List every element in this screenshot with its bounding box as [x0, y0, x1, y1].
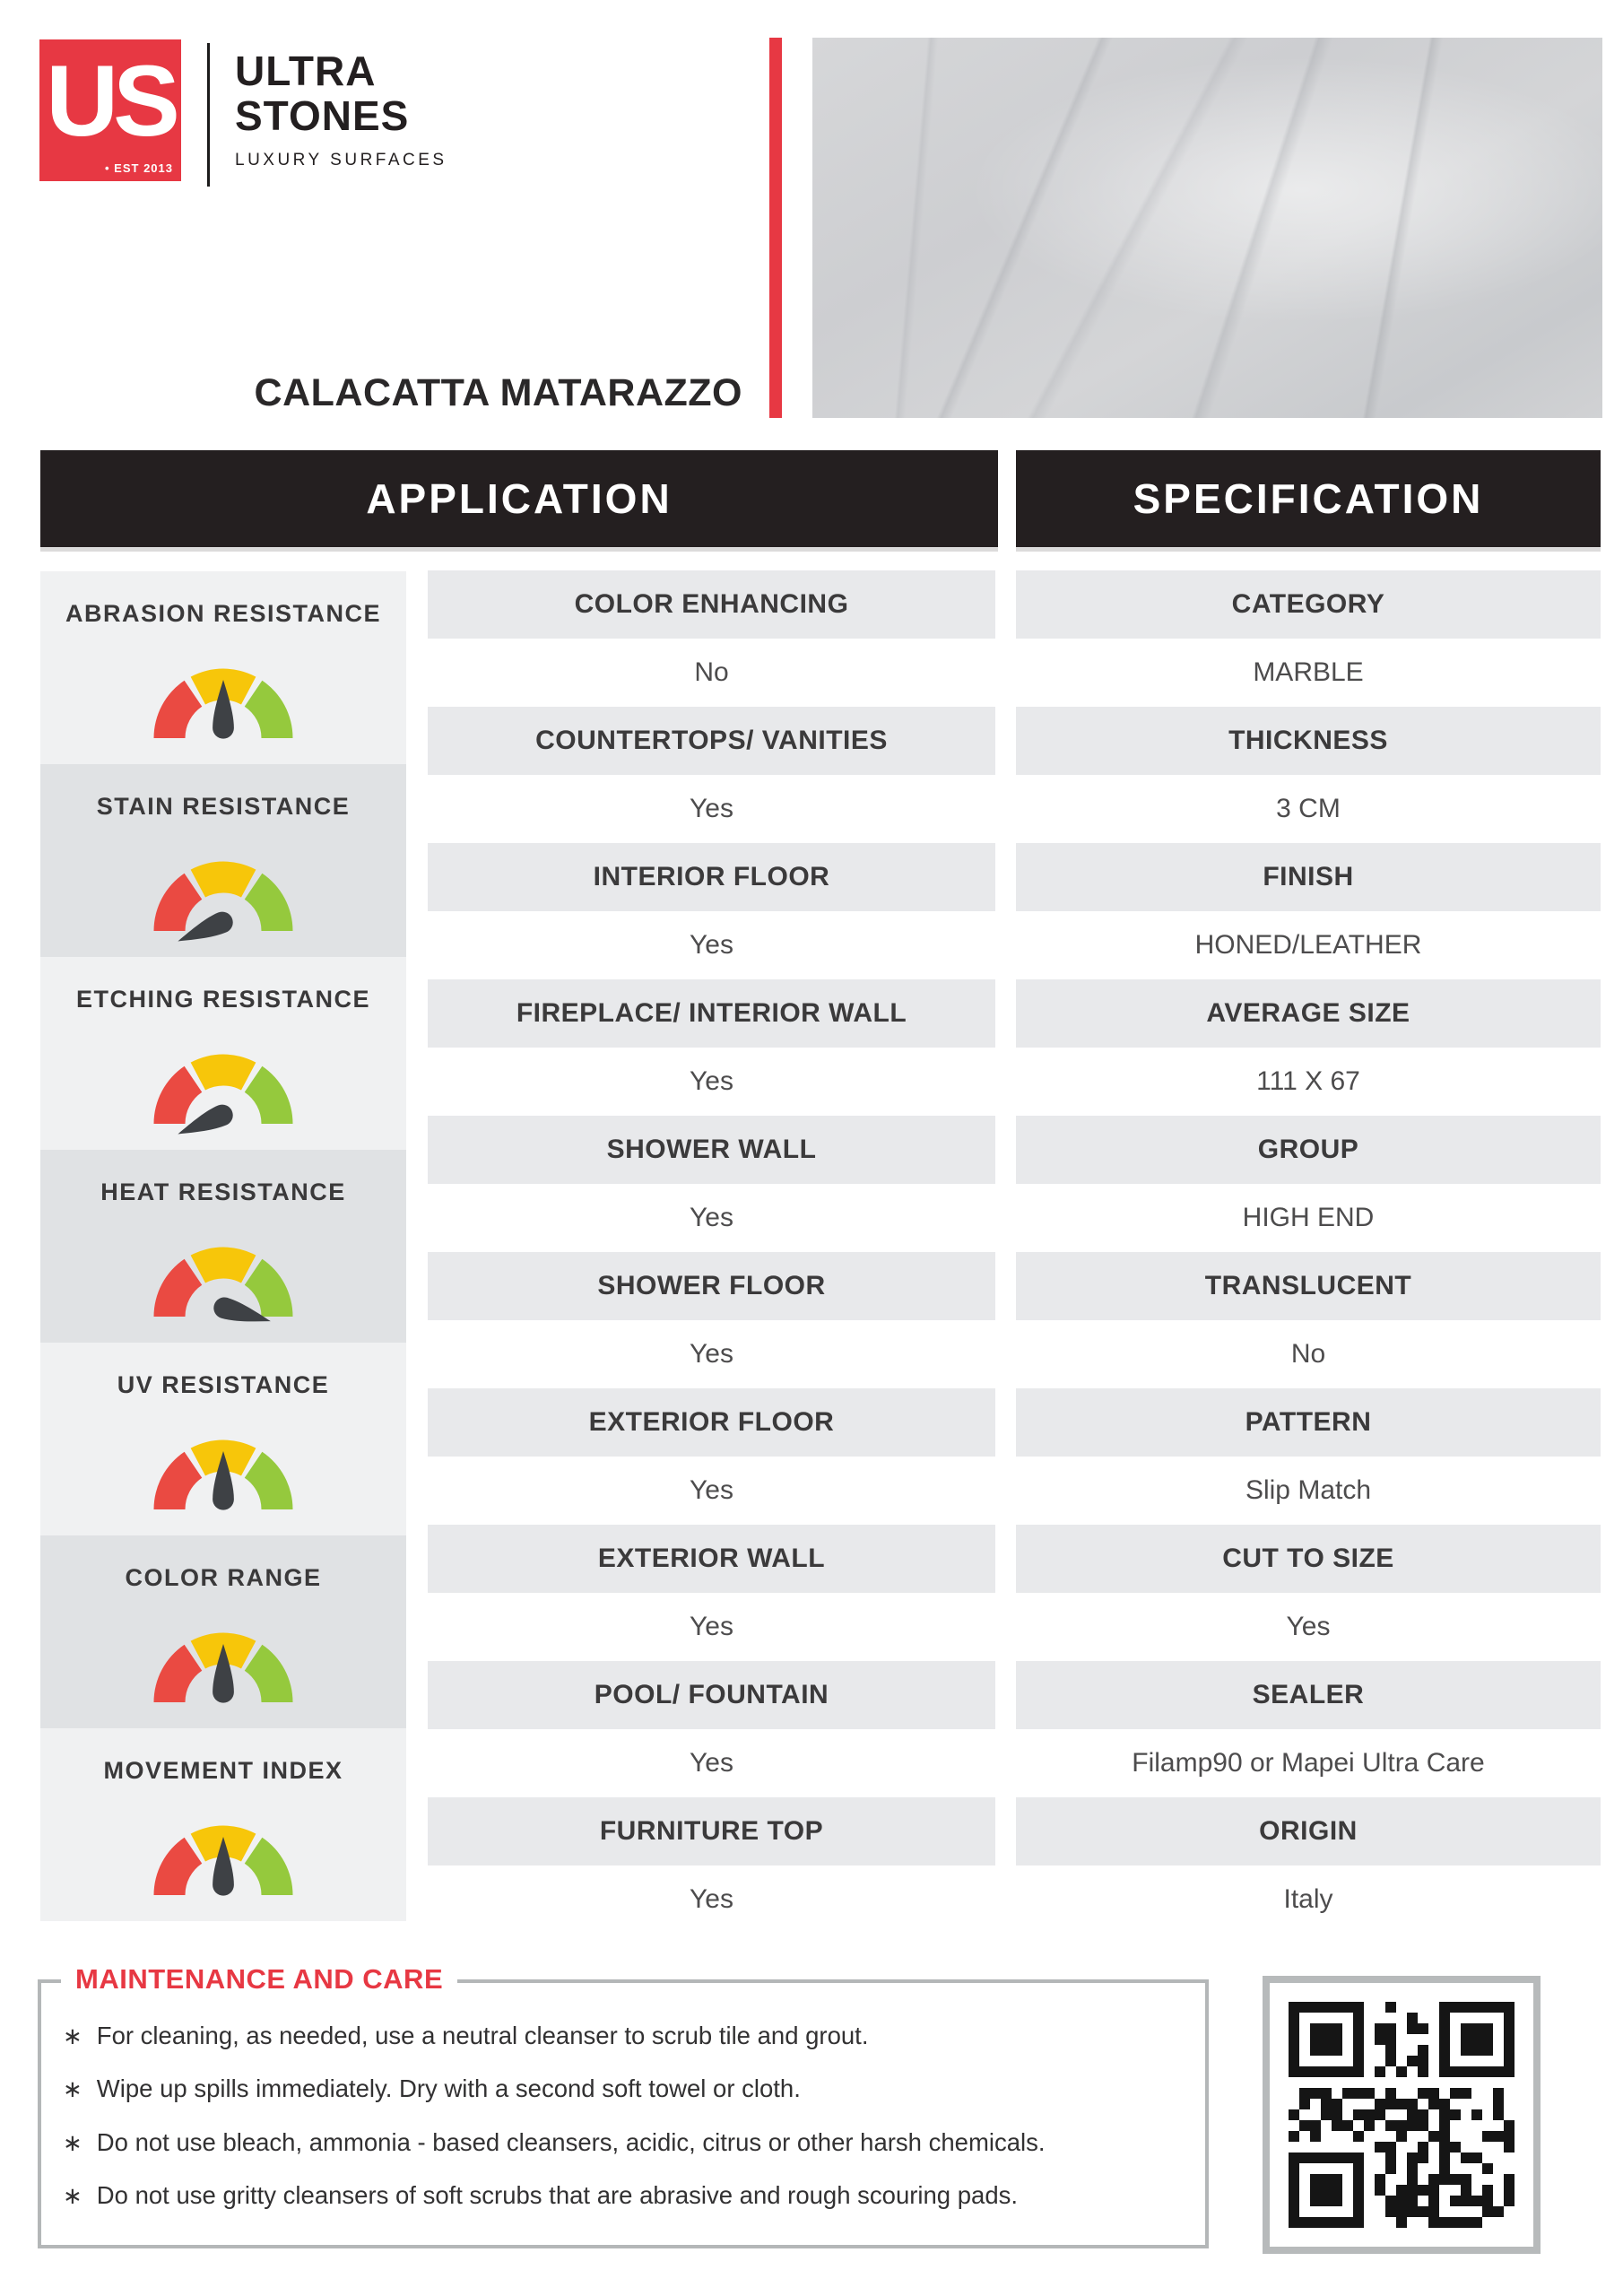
asterisk-icon: ∗: [63, 2181, 82, 2209]
specification-table: [1016, 570, 1601, 1934]
row-label: THICKNESS: [1016, 707, 1601, 775]
brand-wordmark: [235, 48, 447, 170]
asterisk-icon: ∗: [63, 2022, 82, 2050]
row-label: FIREPLACE/ INTERIOR WALL: [428, 979, 995, 1048]
row-label: INTERIOR FLOOR: [428, 843, 995, 911]
row-value: 111 X 67: [1256, 1066, 1360, 1096]
rating-block: [40, 1728, 406, 1921]
maintenance-bullet-text: Do not use bleach, ammonia - based cleansers, acidic, citrus or other harsh chemicals.: [96, 2127, 1046, 2156]
table-row: [428, 979, 995, 1116]
table-row: [1016, 1797, 1601, 1934]
qr-code-icon: [1263, 1976, 1541, 2254]
row-label: FURNITURE TOP: [428, 1797, 995, 1866]
row-value: MARBLE: [1253, 657, 1364, 687]
table-row: [1016, 1525, 1601, 1661]
maintenance-bullet: [63, 2181, 1178, 2210]
rating-block: [40, 1535, 406, 1728]
row-value: Yes: [690, 794, 733, 823]
ratings-panel: [40, 571, 406, 1921]
maintenance-box: [38, 1963, 1209, 2248]
rating-label: HEAT RESISTANCE: [100, 1178, 346, 1205]
rating-label: COLOR RANGE: [125, 1564, 322, 1591]
maintenance-bullet: [63, 2128, 1178, 2157]
row-label: COUNTERTOPS/ VANITIES: [428, 707, 995, 775]
rating-block: [40, 764, 406, 957]
row-value: Yes: [1286, 1612, 1331, 1641]
row-value: No: [694, 657, 729, 687]
row-value: HIGH END: [1242, 1203, 1375, 1232]
row-value: Yes: [690, 930, 733, 960]
application-table: [428, 570, 995, 1934]
row-label: PATTERN: [1016, 1388, 1601, 1457]
rating-block: [40, 1343, 406, 1535]
gauge-icon: [111, 1209, 335, 1335]
table-row: [428, 1525, 995, 1661]
table-row: [428, 1797, 995, 1934]
row-value: HONED/LEATHER: [1194, 930, 1422, 960]
row-value: Filamp90 or Mapei Ultra Care: [1132, 1748, 1485, 1778]
row-value: Yes: [690, 1475, 733, 1505]
brand-established-label: • EST 2013: [105, 161, 173, 175]
row-label: EXTERIOR FLOOR: [428, 1388, 995, 1457]
application-section-header: APPLICATION: [40, 450, 998, 547]
row-label: ORIGIN: [1016, 1797, 1601, 1866]
row-label: POOL/ FOUNTAIN: [428, 1661, 995, 1729]
gauge-slot: [111, 1402, 335, 1527]
gauge-slot: [111, 1787, 335, 1913]
row-label: AVERAGE SIZE: [1016, 979, 1601, 1048]
product-title: CALACATTA MATARAZZO: [254, 371, 742, 414]
maintenance-bullet-text: Do not use gritty cleansers of soft scrubs that are abrasive and rough scouring pads.: [96, 2180, 1019, 2209]
row-value: Yes: [690, 1884, 733, 1914]
table-row: [1016, 979, 1601, 1116]
row-label: CATEGORY: [1016, 570, 1601, 639]
gauge-slot: [111, 1209, 335, 1335]
maintenance-bullet: [63, 2022, 1178, 2050]
row-value: Yes: [690, 1066, 733, 1096]
gauge-slot: [111, 631, 335, 756]
row-label: COLOR ENHANCING: [428, 570, 995, 639]
maintenance-bullet-text: For cleaning, as needed, use a neutral cleanser to scrub tile and grout.: [96, 2022, 869, 2050]
table-row: [428, 570, 995, 707]
maintenance-list: [63, 1997, 1178, 2234]
row-label: SEALER: [1016, 1661, 1601, 1729]
table-row: [428, 1252, 995, 1388]
table-row: [1016, 1252, 1601, 1388]
rating-label: MOVEMENT INDEX: [103, 1757, 343, 1784]
gauge-icon: [111, 1787, 335, 1913]
table-row: [1016, 1661, 1601, 1797]
asterisk-icon: ∗: [63, 2128, 82, 2156]
rating-label: ABRASION RESISTANCE: [65, 600, 382, 627]
table-row: [428, 1388, 995, 1525]
row-label: EXTERIOR WALL: [428, 1525, 995, 1593]
gauge-icon: [111, 1402, 335, 1527]
gauge-icon: [111, 631, 335, 756]
brand-name-line1: ULTRA: [235, 48, 377, 94]
table-row: [428, 1116, 995, 1252]
row-label: FINISH: [1016, 843, 1601, 911]
gauge-slot: [111, 1595, 335, 1720]
gauge-slot: [111, 823, 335, 949]
table-row: [1016, 1388, 1601, 1525]
brand-monogram: US: [46, 45, 175, 157]
rating-label: STAIN RESISTANCE: [96, 793, 351, 820]
gauge-icon: [111, 823, 335, 949]
row-value: Yes: [690, 1748, 733, 1778]
rating-block: [40, 957, 406, 1150]
accent-divider-bar: [769, 38, 782, 418]
table-row: [1016, 570, 1601, 707]
row-value: Yes: [690, 1612, 733, 1641]
row-label: SHOWER FLOOR: [428, 1252, 995, 1320]
row-value: No: [1290, 1339, 1326, 1369]
marble-swatch-image: [812, 38, 1602, 418]
maintenance-bullet: [63, 2074, 1178, 2103]
row-label: TRANSLUCENT: [1016, 1252, 1601, 1320]
logo-divider: [207, 43, 210, 187]
asterisk-icon: ∗: [63, 2075, 82, 2103]
row-label: SHOWER WALL: [428, 1116, 995, 1184]
row-label: GROUP: [1016, 1116, 1601, 1184]
table-row: [1016, 1116, 1601, 1252]
table-row: [428, 843, 995, 979]
gauge-icon: [111, 1595, 335, 1720]
table-row: [428, 707, 995, 843]
rating-label: UV RESISTANCE: [117, 1371, 330, 1398]
brand-tagline: LUXURY SURFACES: [235, 151, 447, 170]
rating-block: [40, 571, 406, 764]
rating-label: ETCHING RESISTANCE: [75, 986, 371, 1013]
maintenance-title: MAINTENANCE AND CARE: [61, 1963, 457, 1996]
rating-block: [40, 1150, 406, 1343]
gauge-slot: [111, 1016, 335, 1142]
brand-logo: [39, 39, 181, 181]
row-value: 3 CM: [1276, 794, 1341, 823]
table-row: [428, 1661, 995, 1797]
brand-name-line2: STONES: [235, 92, 410, 139]
qr-code-pattern: [1285, 1998, 1518, 2231]
specification-section-header: SPECIFICATION: [1016, 450, 1601, 547]
gauge-icon: [111, 1016, 335, 1142]
row-value: Italy: [1283, 1884, 1333, 1914]
table-row: [1016, 707, 1601, 843]
row-label: CUT TO SIZE: [1016, 1525, 1601, 1593]
row-value: Slip Match: [1245, 1475, 1372, 1505]
maintenance-bullet-text: Wipe up spills immediately. Dry with a second soft towel or cloth.: [96, 2074, 801, 2103]
table-row: [1016, 843, 1601, 979]
row-value: Yes: [690, 1203, 733, 1232]
row-value: Yes: [690, 1339, 733, 1369]
